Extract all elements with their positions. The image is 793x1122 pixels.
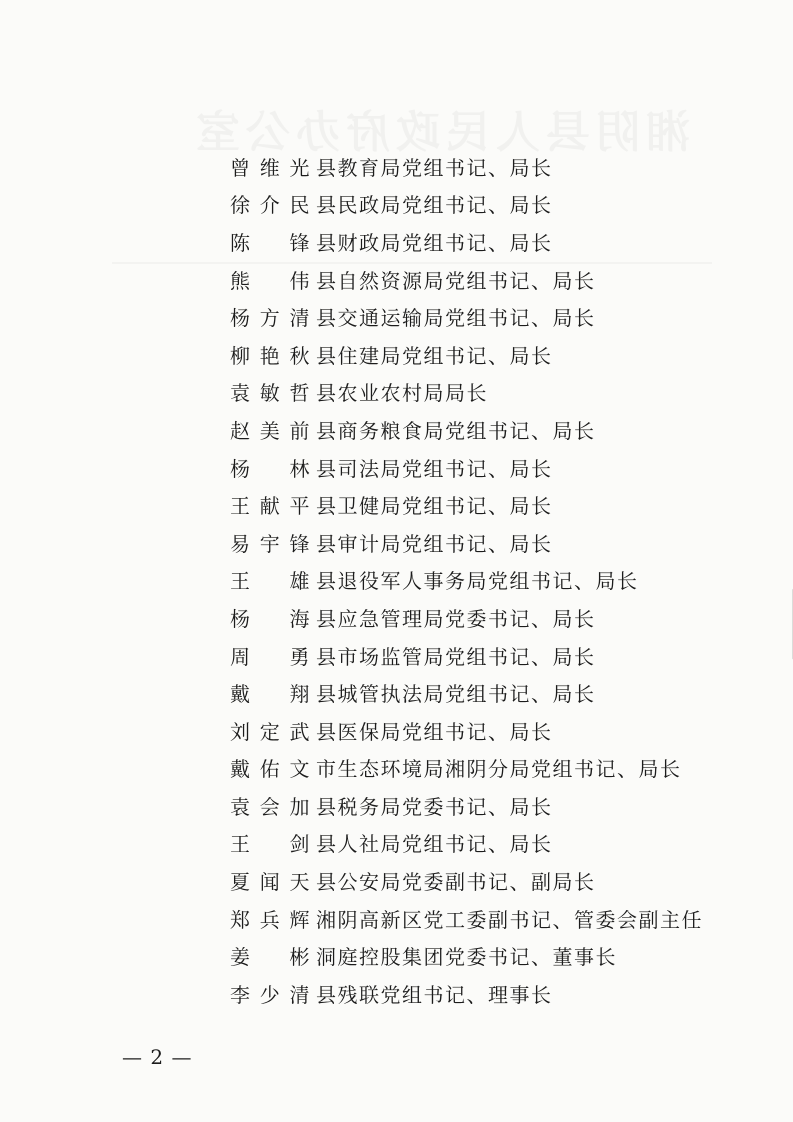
list-item — [230, 337, 703, 375]
person-position: 湘阴高新区党工委副书记、管委会副主任 — [316, 907, 703, 932]
person-name: 杨方清 — [230, 306, 310, 331]
list-item — [230, 976, 703, 1014]
person-position: 县自然资源局党组书记、局长 — [316, 268, 596, 293]
list-item — [230, 525, 703, 563]
person-name: 易宇锋 — [230, 531, 310, 556]
person-position: 县住建局党组书记、局长 — [316, 343, 553, 368]
list-item — [230, 262, 703, 300]
list-item — [230, 788, 703, 826]
person-name: 郑兵辉 — [230, 907, 310, 932]
person-position: 县人社局党组书记、局长 — [316, 832, 553, 857]
person-position: 洞庭控股集团党委书记、董事长 — [316, 945, 617, 970]
person-position: 县公安局党委副书记、副局长 — [316, 870, 596, 895]
list-item — [230, 938, 703, 976]
list-item — [230, 638, 703, 676]
person-name: 李少清 — [230, 982, 310, 1007]
person-name: 王雄 — [230, 569, 310, 594]
list-item — [230, 149, 703, 187]
list-item — [230, 863, 703, 901]
person-position: 县商务粮食局党组书记、局长 — [316, 418, 596, 443]
person-name: 姜彬 — [230, 945, 310, 970]
list-item — [230, 713, 703, 751]
person-position: 县审计局党组书记、局长 — [316, 531, 553, 556]
person-name: 袁敏哲 — [230, 381, 310, 406]
person-position: 县医保局党组书记、局长 — [316, 719, 553, 744]
person-name: 袁会加 — [230, 794, 310, 819]
person-position: 县市场监管局党组书记、局长 — [316, 644, 596, 669]
person-name: 赵美前 — [230, 418, 310, 443]
person-position: 县卫健局党组书记、局长 — [316, 494, 553, 519]
person-position: 县残联党组书记、理事长 — [316, 982, 553, 1007]
personnel-list — [230, 149, 703, 1014]
list-item — [230, 375, 703, 413]
list-item — [230, 600, 703, 638]
person-position: 县财政局党组书记、局长 — [316, 230, 553, 255]
person-name: 夏闻天 — [230, 870, 310, 895]
person-name: 徐介民 — [230, 193, 310, 218]
list-item — [230, 751, 703, 789]
person-name: 王剑 — [230, 832, 310, 857]
person-name: 戴佑文 — [230, 757, 310, 782]
scan-edge-mark — [778, 589, 793, 672]
list-item — [230, 187, 703, 225]
list-item — [230, 450, 703, 488]
person-position: 县税务局党委书记、局长 — [316, 794, 553, 819]
person-name: 周勇 — [230, 644, 310, 669]
person-position: 县教育局党组书记、局长 — [316, 155, 553, 180]
list-item — [230, 412, 703, 450]
person-name: 陈锋 — [230, 230, 310, 255]
person-name: 杨林 — [230, 456, 310, 481]
person-position: 县农业农村局局长 — [316, 381, 488, 406]
person-position: 县城管执法局党组书记、局长 — [316, 682, 596, 707]
person-name: 王献平 — [230, 494, 310, 519]
list-item — [230, 826, 703, 864]
page-number: — 2 — — [122, 1045, 193, 1069]
person-name: 曾维光 — [230, 155, 310, 180]
person-name: 熊伟 — [230, 268, 310, 293]
person-position: 市生态环境局湘阴分局党组书记、局长 — [316, 757, 682, 782]
person-position: 县交通运输局党组书记、局长 — [316, 306, 596, 331]
person-name: 柳艳秋 — [230, 343, 310, 368]
person-position: 县司法局党组书记、局长 — [316, 456, 553, 481]
list-item — [230, 487, 703, 525]
person-name: 杨海 — [230, 606, 310, 631]
list-item — [230, 901, 703, 939]
list-item — [230, 224, 703, 262]
list-item — [230, 299, 703, 337]
person-position: 县退役军人事务局党组书记、局长 — [316, 569, 639, 594]
person-name: 戴翔 — [230, 682, 310, 707]
list-item — [230, 675, 703, 713]
person-position: 县应急管理局党委书记、局长 — [316, 606, 596, 631]
list-item — [230, 563, 703, 601]
person-position: 县民政局党组书记、局长 — [316, 193, 553, 218]
person-name: 刘定武 — [230, 719, 310, 744]
